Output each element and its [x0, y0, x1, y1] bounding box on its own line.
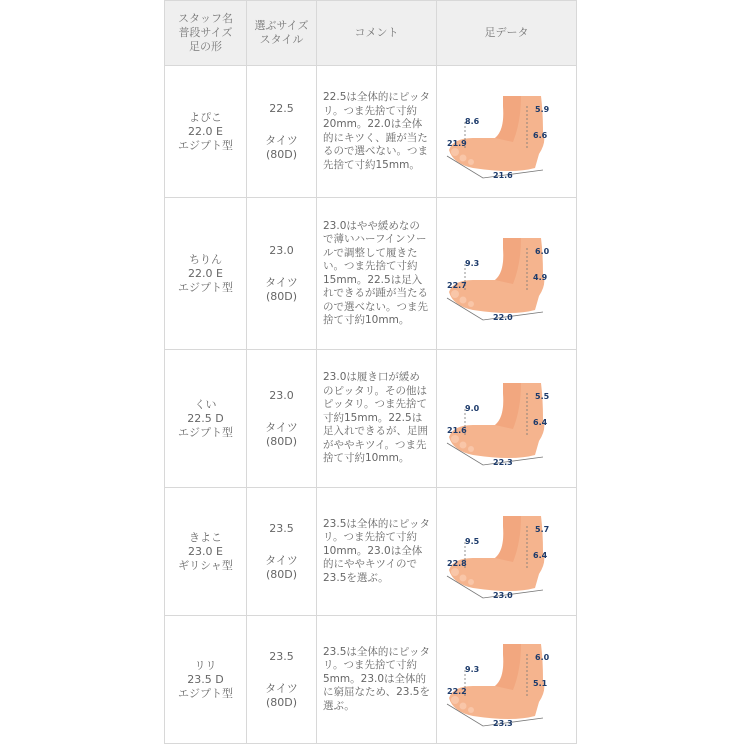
staff-line: きよこ: [189, 530, 222, 544]
toe-icon: [451, 148, 459, 156]
foot-diagram: [443, 369, 571, 469]
staff-line: ちりん: [189, 252, 222, 266]
length-value: 22.3: [492, 457, 513, 467]
toe-icon: [459, 702, 466, 709]
table-row: [165, 350, 577, 488]
foot-data-cell: [437, 66, 577, 198]
staff-line: エジプト型: [178, 425, 233, 439]
header-style: スタイル: [259, 33, 304, 46]
toe-icon: [459, 574, 466, 581]
staff-cell: [165, 350, 247, 488]
length-value: 21.6: [492, 170, 513, 180]
table-row: [165, 198, 577, 350]
staff-cell: [165, 616, 247, 744]
size-style-cell: [247, 66, 317, 198]
staff-cell: [165, 198, 247, 350]
foot-diagram: [443, 502, 571, 602]
staff-line: よぴこ: [189, 110, 222, 124]
style-line: (80D): [265, 567, 298, 581]
foot-diagram: [443, 630, 571, 730]
toe-icon: [468, 159, 474, 165]
table-row: [165, 616, 577, 744]
staff-line: エジプト型: [178, 138, 233, 152]
toe-icon: [468, 579, 474, 585]
staff-line: 22.0 E: [188, 266, 223, 280]
header-chosen-size: 選ぶサイズ: [254, 19, 309, 32]
staff-line: 22.0 E: [188, 124, 223, 138]
foot-data-cell: [437, 350, 577, 488]
toe-icon: [468, 446, 474, 452]
toe-icon: [459, 441, 466, 448]
comment-cell: 23.0はやや緩めなので薄いハーフインソールで調整して履きたい。つま先捨て寸約15mm。22.5は足入れできるが踵が当たるので選べない。つま先捨て寸約10mm。: [317, 198, 437, 350]
header-row: [165, 1, 577, 66]
length-value: 23.0: [492, 590, 513, 600]
height-value: 6.4: [532, 550, 547, 560]
foot-data-cell: [437, 616, 577, 744]
instep-value: 9.3: [464, 258, 479, 268]
staff-cell: [165, 66, 247, 198]
toe-icon: [459, 296, 466, 303]
header-comment: コメント: [317, 1, 437, 66]
toe-icon: [451, 290, 459, 298]
ball-width-value: 22.7: [446, 280, 467, 290]
style-line: (80D): [265, 289, 298, 303]
foot-data-cell: [437, 198, 577, 350]
height-value: 6.4: [532, 417, 547, 427]
comment-cell: 23.5は全体的にピッタリ。つま先捨て寸約5mm。23.0は全体的に窮屈なため、23.5を選ぶ。: [317, 616, 437, 744]
staff-line: エジプト型: [178, 686, 233, 700]
ball-height-value: 6.0: [534, 246, 549, 256]
toe-icon: [468, 301, 474, 307]
style-line: タイツ: [265, 420, 298, 434]
style-line: タイツ: [265, 275, 298, 289]
comment-cell: 22.5は全体的にピッタリ。つま先捨て寸約20mm。22.0は全体的にキツく、踵が当たるので選べない。つま先捨て寸約15mm。: [317, 66, 437, 198]
length-value: 22.0: [492, 312, 513, 322]
style-line: (80D): [265, 434, 298, 448]
toe-icon: [451, 696, 459, 704]
staff-line: ギリシャ型: [178, 558, 233, 572]
chosen-size: 23.0: [269, 243, 294, 257]
style-line: (80D): [265, 695, 298, 709]
instep-value: 8.6: [464, 116, 479, 126]
size-comparison-table: [164, 0, 577, 744]
staff-line: 22.5 D: [187, 411, 224, 425]
instep-value: 9.5: [464, 536, 479, 546]
instep-value: 9.0: [464, 403, 479, 413]
chosen-size: 23.0: [269, 388, 294, 402]
size-style-cell: [247, 616, 317, 744]
header-foot-data: 足データ: [437, 1, 577, 66]
style-line: タイツ: [265, 133, 298, 147]
chosen-size: 23.5: [269, 649, 294, 663]
toe-icon: [451, 435, 459, 443]
foot-data-cell: [437, 488, 577, 616]
ball-height-value: 6.0: [534, 652, 549, 662]
chosen-size: 22.5: [269, 101, 294, 115]
staff-line: エジプト型: [178, 280, 233, 294]
foot-diagram: [443, 82, 571, 182]
header-size-style: [247, 1, 317, 66]
header-staff: [165, 1, 247, 66]
foot-diagram: [443, 224, 571, 324]
height-value: 6.6: [532, 130, 547, 140]
size-style-cell: [247, 198, 317, 350]
length-value: 23.3: [492, 718, 513, 728]
ball-height-value: 5.7: [534, 524, 549, 534]
header-foot-shape: 足の形: [189, 40, 222, 53]
staff-cell: [165, 488, 247, 616]
staff-line: くい: [194, 397, 217, 411]
style-line: タイツ: [265, 681, 298, 695]
size-style-cell: [247, 488, 317, 616]
height-value: 5.1: [532, 678, 547, 688]
style-line: タイツ: [265, 553, 298, 567]
comment-cell: 23.0は履き口が緩めのピッタリ。その他はピッタリ。つま先捨て寸約15mm。22.5は足入れできるが、足囲がややキツイ。つま先捨て寸約10mm。: [317, 350, 437, 488]
ball-height-value: 5.9: [534, 104, 549, 114]
table-row: [165, 66, 577, 198]
style-line: (80D): [265, 147, 298, 161]
header-usual-size: 普段サイズ: [178, 26, 233, 39]
toe-icon: [451, 568, 459, 576]
staff-line: 23.5 D: [187, 672, 224, 686]
comment-cell: 23.5は全体的にピッタリ。つま先捨て寸約10mm。23.0は全体的にややキツイので23.5を選ぶ。: [317, 488, 437, 616]
table-row: [165, 488, 577, 616]
ball-width-value: 21.9: [446, 138, 467, 148]
ball-width-value: 22.2: [446, 686, 467, 696]
toe-icon: [459, 154, 466, 161]
chosen-size: 23.5: [269, 521, 294, 535]
ball-width-value: 21.6: [446, 425, 467, 435]
ball-width-value: 22.8: [446, 558, 467, 568]
header-staff-name: スタッフ名: [178, 12, 233, 25]
height-value: 4.9: [532, 272, 547, 282]
size-style-cell: [247, 350, 317, 488]
ball-height-value: 5.5: [534, 391, 549, 401]
staff-line: リリ: [194, 658, 217, 672]
staff-line: 23.0 E: [188, 544, 223, 558]
toe-icon: [468, 707, 474, 713]
instep-value: 9.3: [464, 664, 479, 674]
